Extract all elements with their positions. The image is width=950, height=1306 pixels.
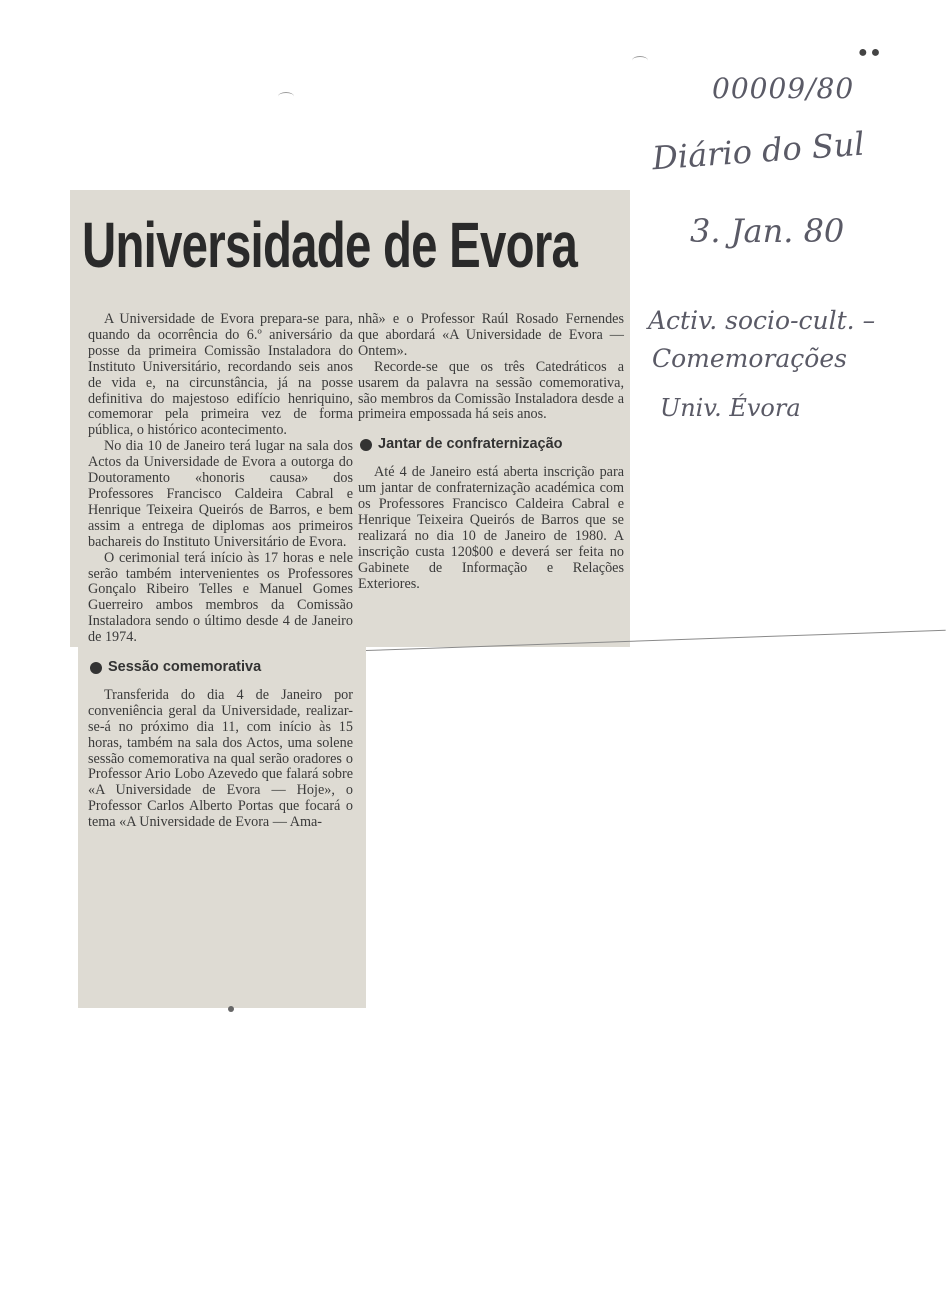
clipping-mark-icon <box>228 1006 234 1012</box>
paragraph: Transferida do dia 4 de Janeiro por conveniência geral da Universidade, realizar-se-á no próximo dia 11, com início às 15 horas, também na sala dos Actos, uma solene sessão comemorativa na qual serão oradores o Professor Ario Lobo Azevedo que falará sobre «A Universidade de Evora — Hoje», o Professor Carlos Alberto Portas que focará o tema «A Universidade de Evora — Ama- <box>88 686 353 831</box>
paragraph: Até 4 de Janeiro está aberta inscrição para um jantar de confraternização académica com os Professores Francisco Caldeira Cabral e Henrique Teixeira Queirós de Barros que se realizará no dia 10 de Janeiro de 1980. A inscrição custa 120$00 e deverá ser feita no Gabinete de Informação e Relações Exteriores. <box>358 464 624 592</box>
paragraph: No dia 10 de Janeiro terá lugar na sala dos Actos da Universidade de Evora a outorga do Doutoramento «honoris causa» dos Professores Francisco Caldeira Cabral e Henrique Teixeira Queirós de Barros, e bem assim a entrega de diplomas aos primeiros bachareis do Instituto Universitário de Evora. <box>88 438 353 550</box>
paragraph: O cerimonial terá início às 17 horas e nele serão também intervenientes os Professores Gonçalo Ribeiro Telles e Manuel Gomes Guerreiro ambos membros da Comissão Instaladora sendo o último desde 4 de Janeiro de 1974. <box>88 549 353 646</box>
article-column-right <box>358 312 624 593</box>
handwritten-institution: Univ. Évora <box>660 394 801 422</box>
handwritten-reference: 00009/80 <box>712 72 855 105</box>
handwritten-subcategory: Comemorações <box>652 344 847 373</box>
punch-marks-icon: ●● <box>858 44 884 61</box>
handwritten-date: 3. Jan. 80 <box>690 212 845 250</box>
article-column-left <box>88 312 353 831</box>
bullet-icon <box>90 662 102 674</box>
section-heading-text: Sessão comemorativa <box>108 659 262 676</box>
scan-mark-icon <box>632 56 648 65</box>
section-heading <box>90 660 353 676</box>
paragraph: A Universidade de Evora prepara-se para, quando da ocorrência do 6.º aniversário da posse da primeira Comissão Instaladora do Instituto Universitário, recordando seis anos de vida e, na circunstância, já na posse definitiva do majestoso edifício henriquino, comemorar pela primeira vez de forma pública, o histórico acontecimento. <box>88 311 353 439</box>
section-heading <box>360 437 624 453</box>
paragraph: Recorde-se que os três Catedráticos a usarem da palavra na sessão comemorativa, são membros da Comissão Instaladora desde a primeira empossada há seis anos. <box>358 358 624 423</box>
article-headline: Universidade de Evora <box>82 209 578 281</box>
section-heading-text: Jantar de confraternização <box>378 436 563 453</box>
paragraph: nhã» e o Professor Raúl Rosado Fernendes que abordará «A Universidade de Evora — Ontem». <box>358 311 624 359</box>
handwritten-newspaper: Diário do Sul <box>650 124 866 178</box>
scan-mark-icon <box>278 92 294 101</box>
bullet-icon <box>360 439 372 451</box>
handwritten-category: Activ. socio-cult. – <box>648 306 876 335</box>
